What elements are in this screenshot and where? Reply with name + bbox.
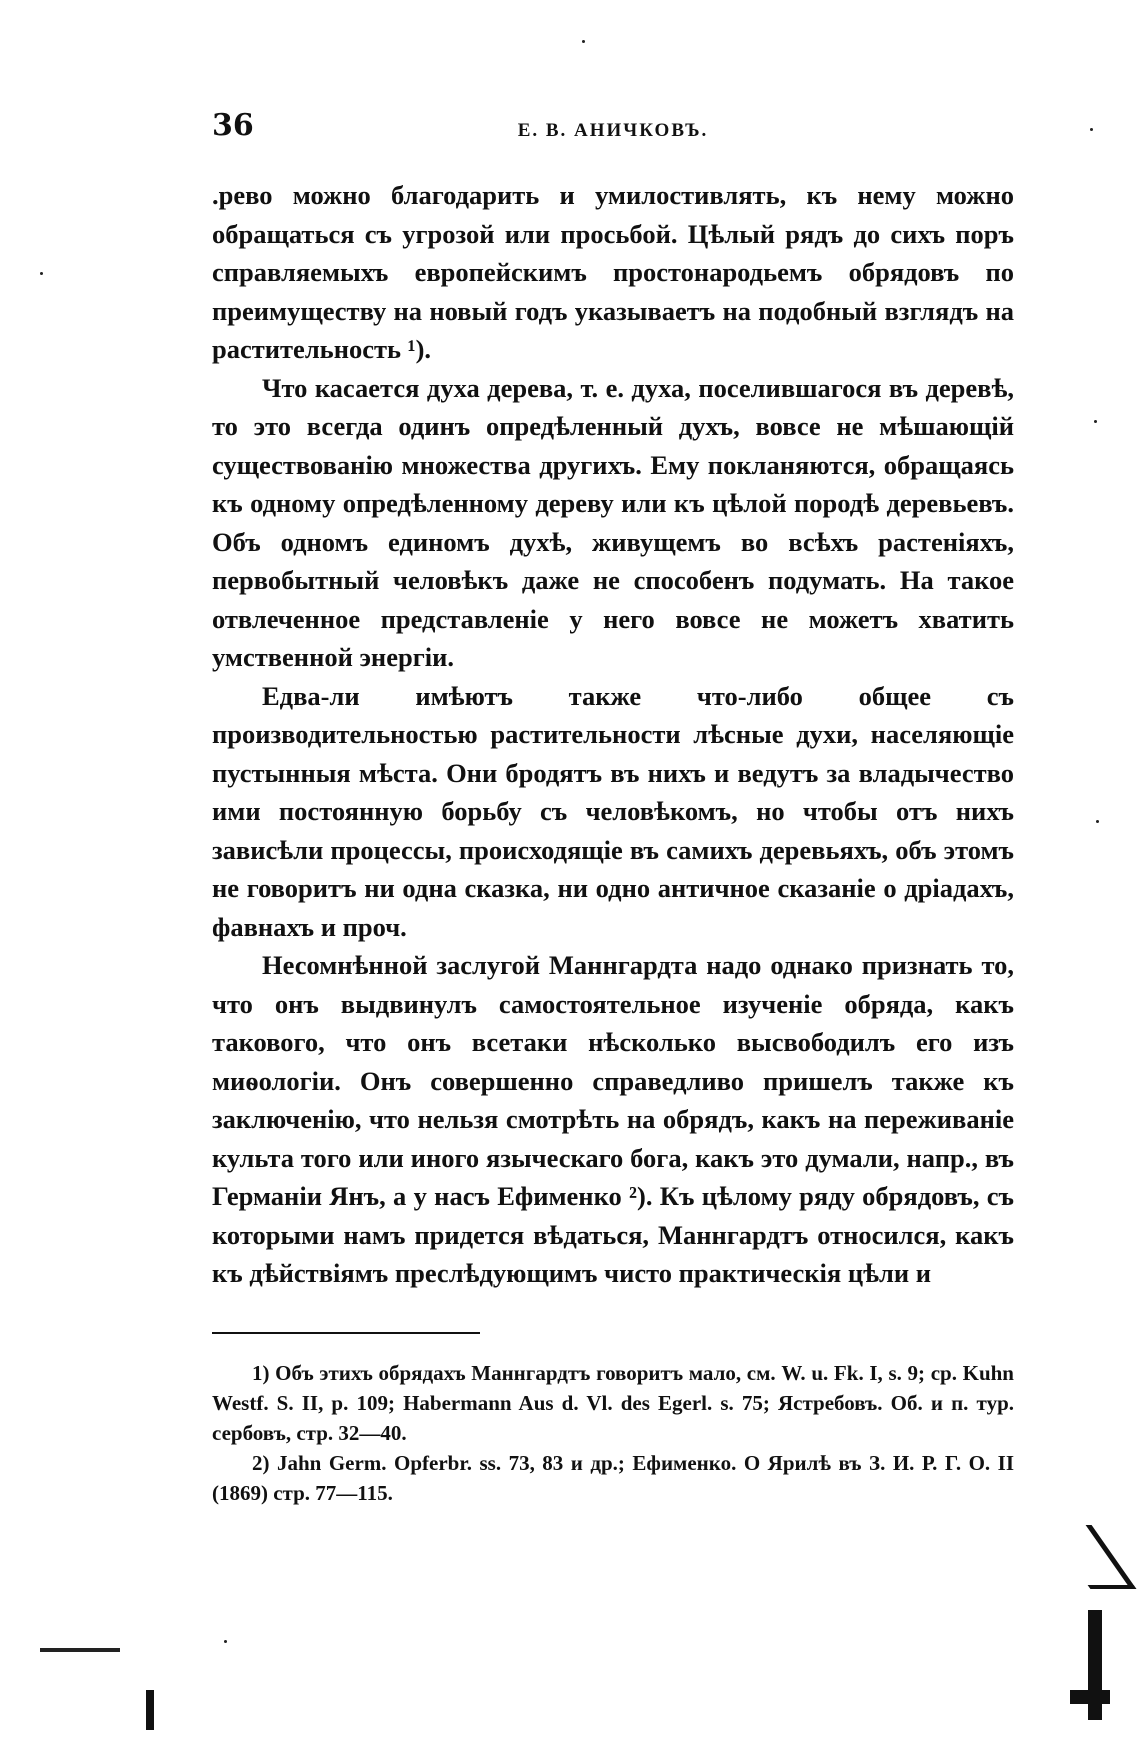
footnotes [212, 1358, 1014, 1508]
scan-artifact-line [40, 1648, 120, 1652]
paragraph-2: Что касается духа дерева, т. е. духа, поселившагося въ деревѣ, то это всегда одинъ опредѣленный духъ, вовсе не мѣшающій существованію множества другихъ. Ему покланяются, обращаясь къ одному опредѣленному дереву или къ цѣлой породѣ деревьевъ. Объ одномъ единомъ духѣ, живущемъ во всѣхъ растеніяхъ, первобытный человѣкъ даже не способенъ подумать. На такое отвлеченное представленіе у него вовсе не можетъ хватить умственной энергіи. [212, 372, 1014, 672]
page-number: 36 [212, 108, 254, 143]
paragraph-4: Несомнѣнной заслугой Маннгардта надо однако признать то, что онъ выдвинулъ самостоятельное изученіе обряда, какъ такового, что онъ всетаки нѣсколько высвободилъ его изъ миѳологіи. Онъ совершенно справедливо пришелъ также къ заключенію, что нельзя смотрѣть на обрядъ, какъ на переживаніе культа того или иного языческаго бога, какъ это думали, напр., въ Германіи Янъ, а у насъ Ефименко ²). Къ цѣлому ряду обрядовъ, съ которыми намъ придется вѣдаться, Маннгардтъ относился, какъ къ дѣйствіямъ преслѣдующимъ чисто практическія цѣли и [212, 950, 1014, 1288]
scan-artifact-dot [582, 40, 585, 43]
scan-artifact-bracket [1046, 1525, 1137, 1589]
footnote-divider [212, 1332, 480, 1334]
running-head: Е. В. АНИЧКОВЪ. [517, 120, 709, 141]
scan-artifact-dot [1094, 420, 1097, 423]
paragraph-1: .рево можно благодарить и умилостивлять, къ нему можно обращаться съ угрозой или просьбой. Цѣлый рядъ до сихъ поръ справляемыхъ европейскимъ простонародьемъ обрядовъ по преимуществу на новый годъ указываетъ на подобный взглядъ на растительность ¹). [212, 180, 1014, 364]
scan-artifact-dot [40, 272, 43, 275]
paragraph-3: Едва-ли имѣютъ также что-либо общее съ производительностью растительности лѣсные духи, населяющіе пустынныя мѣста. Они бродятъ въ нихъ и ведутъ за владычество ими постоянную борьбу съ человѣкомъ, но чтобы отъ нихъ зависѣли процессы, происходящіе въ самихъ деревьяхъ, объ этомъ не говоритъ ни одна сказка, ни одно античное сказаніе о дріадахъ, фавнахъ и проч. [212, 680, 1014, 942]
scan-artifact-dot [1096, 820, 1099, 823]
footnote-2: 2) Jahn Germ. Opferbr. ss. 73, 83 и др.; Ефименко. О Ярилѣ въ З. И. Р. Г. О. II (1869) стр. 77—115. [212, 1451, 1014, 1505]
scan-artifact-mark [146, 1690, 154, 1730]
scan-artifact-dot [1090, 128, 1093, 131]
scan-artifact-dot [224, 1640, 227, 1643]
body-text [212, 176, 1014, 1293]
page-header [212, 108, 1014, 148]
scan-artifact-base [1070, 1690, 1110, 1704]
footnote-1: 1) Объ этихъ обрядахъ Маннгардтъ говоритъ мало, см. W. u. Fk. I, s. 9; ср. Kuhn Westf. S. II, p. 109; Habermann Aus d. Vl. des Egerl. s. 75; Ястребовъ. Об. и п. тур. сербовъ, стр. 32—40. [212, 1361, 1014, 1445]
